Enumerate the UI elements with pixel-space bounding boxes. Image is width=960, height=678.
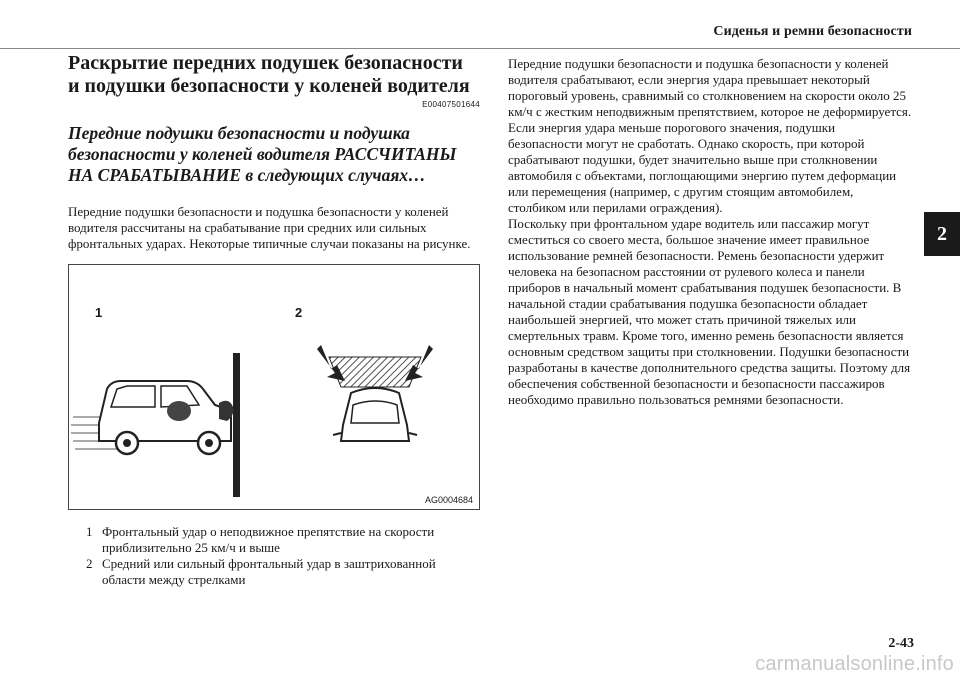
header-section-title: Сиденья и ремни безопасности: [713, 24, 912, 39]
header-divider: [0, 48, 960, 49]
car-top-view-icon: [333, 388, 417, 441]
figure-captions: [86, 524, 476, 588]
main-heading-line1: Раскрытие передних подушек безопасности: [68, 52, 463, 74]
car-crash-scene: [71, 353, 240, 497]
right-paragraph-2: Поскольку при фронтальном ударе водитель или пассажир могут сместиться со своего места, большое значение имеет правильное использование ремней безопасности. Ремень безопасности удержит человека на безопасном расстоянии от рулевого колеса и панели приборов в начальный момент срабатывания подушек безопасности. В начальной стадии срабатывания подушка безопасности обладает наибольшей энергией, что может стать причиной тяжелых или смертельных травм. Кроме того, именно ремень безопасности является основным средством защиты при столкновении. Подушки безопасности разработаны в качестве дополнительного средства защиты. Поэтому для обеспечения собственной безопасности и безопасности пассажиров необходимо правильно пользоваться ремнями безопасности.: [508, 216, 911, 407]
chapter-tab: 2: [924, 212, 960, 256]
illustration-figure: [68, 264, 480, 510]
caption-number: 1: [86, 524, 93, 539]
main-heading-line2: и подушки безопасности у коленей водителя: [68, 75, 470, 97]
figure-code: AG0004684: [424, 495, 473, 505]
subheading-line3: НА СРАБАТЫВАНИЕ в следующих случаях…: [68, 165, 426, 185]
intro-paragraph: Передние подушки безопасности и подушка безопасности у коленей водителя рассчитаны на срабатывание при средних или сильных фронтальных ударах. Некоторые типичные случаи показаны на рисунке.: [68, 204, 471, 251]
subheading: [68, 123, 480, 186]
caption-item: [86, 524, 476, 556]
subheading-line1: Передние подушки безопасности и подушка: [68, 123, 410, 143]
figure-label-1: 1: [95, 305, 103, 320]
subheading-line2: безопасности у коленей водителя РАССЧИТАНЫ: [68, 144, 457, 164]
page-number: 2-43: [888, 636, 914, 651]
section-code: E00407501644: [422, 100, 480, 109]
figure-drawing: [69, 265, 479, 509]
right-column: [508, 56, 912, 408]
hatched-zone: [329, 357, 421, 387]
caption-number: 2: [86, 556, 93, 571]
caption-text: Средний или сильный фронтальный удар в заштрихованной области между стрелками: [102, 556, 436, 587]
caption-item: [86, 556, 476, 588]
left-column: [68, 52, 480, 252]
frontal-impact-zone-scene: [317, 345, 433, 441]
wall-icon: [233, 353, 240, 497]
main-heading: [68, 52, 480, 98]
right-paragraph-1: Передние подушки безопасности и подушка безопасности у коленей водителя срабатывают, если энергия удара превышает некоторый пороговый уровень, сравнимый со столкновением на скорости около 25 км/ч с жестким неподвижным препятствием, которое не деформируется. Если энергия удара меньше порогового значения, подушки безопасности могут не сработать. Однако скорость, при которой срабатывают подушки, будет значительно выше при столкновении автомобиля с объектами, поглощающими энергию путем деформации или перемещения (например, с другим стоящим автомобилем, столбиком или перилами ограждения).: [508, 56, 912, 215]
caption-text: Фронтальный удар о неподвижное препятствие на скорости приблизительно 25 км/ч и выше: [102, 524, 435, 555]
car-side-icon: [99, 381, 233, 454]
figure-label-2: 2: [295, 305, 303, 320]
watermark: carmanualsonline.info: [755, 653, 954, 675]
